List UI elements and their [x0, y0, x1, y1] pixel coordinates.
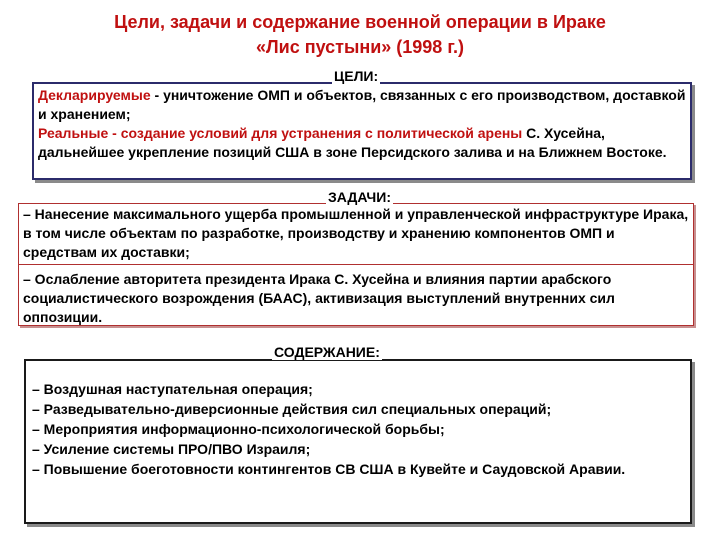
tasks-divider	[19, 264, 693, 265]
content-item: – Усиление системы ПРО/ПВО Израиля;	[32, 441, 311, 457]
slide-title	[40, 10, 680, 60]
goals-real-text-red: - создание условий для устранения с политической арены	[108, 125, 523, 141]
tasks-box	[18, 203, 694, 326]
goals-real-label: Реальные	[38, 125, 109, 141]
content-item: – Мероприятия информационно-психологической борьбы;	[32, 421, 445, 437]
title-line-1: Цели, задачи и содержание военной операции в Ираке	[114, 12, 606, 32]
content-item: – Повышение боеготовности контингентов СВ США в Кувейте и Саудовской Аравии.	[32, 461, 626, 477]
goals-declared-text: - уничтожение ОМП и объектов, связанных с его производством, доставкой и хранением;	[38, 87, 686, 122]
title-line-2: «Лис пустыни» (1998 г.)	[255, 37, 465, 57]
content-heading: СОДЕРЖАНИЕ:	[274, 344, 380, 360]
goals-declared	[38, 86, 686, 124]
content-box	[24, 359, 692, 524]
content-item: – Разведывательно-диверсионные действия сил специальных операций;	[32, 401, 552, 417]
content-item: – Воздушная наступательная операция;	[32, 381, 313, 397]
content-list	[32, 379, 686, 479]
goals-box	[32, 82, 692, 180]
goals-real	[38, 124, 686, 162]
goals-real-text: С. Хусейна, дальнейшее укрепление позиций США в зоне Персидского залива и на Ближнем Востоке.	[38, 125, 667, 160]
goals-heading: ЦЕЛИ:	[334, 68, 379, 84]
task-item: – Нанесение максимального ущерба промышленной и управленческой инфраструктуре Ирака, в том числе объектам по разработке, производству и хранению компонентов ОМП и средствам их доставки;	[23, 206, 689, 260]
task-item: – Ослабление авторитета президента Ирака С. Хусейна и влияния партии арабского социалистического возрождения (БААС), активизация выступлений внутренних сил оппозиции.	[23, 271, 615, 325]
tasks-heading: ЗАДАЧИ:	[328, 189, 391, 205]
goals-declared-label: Декларируемые	[38, 87, 151, 103]
